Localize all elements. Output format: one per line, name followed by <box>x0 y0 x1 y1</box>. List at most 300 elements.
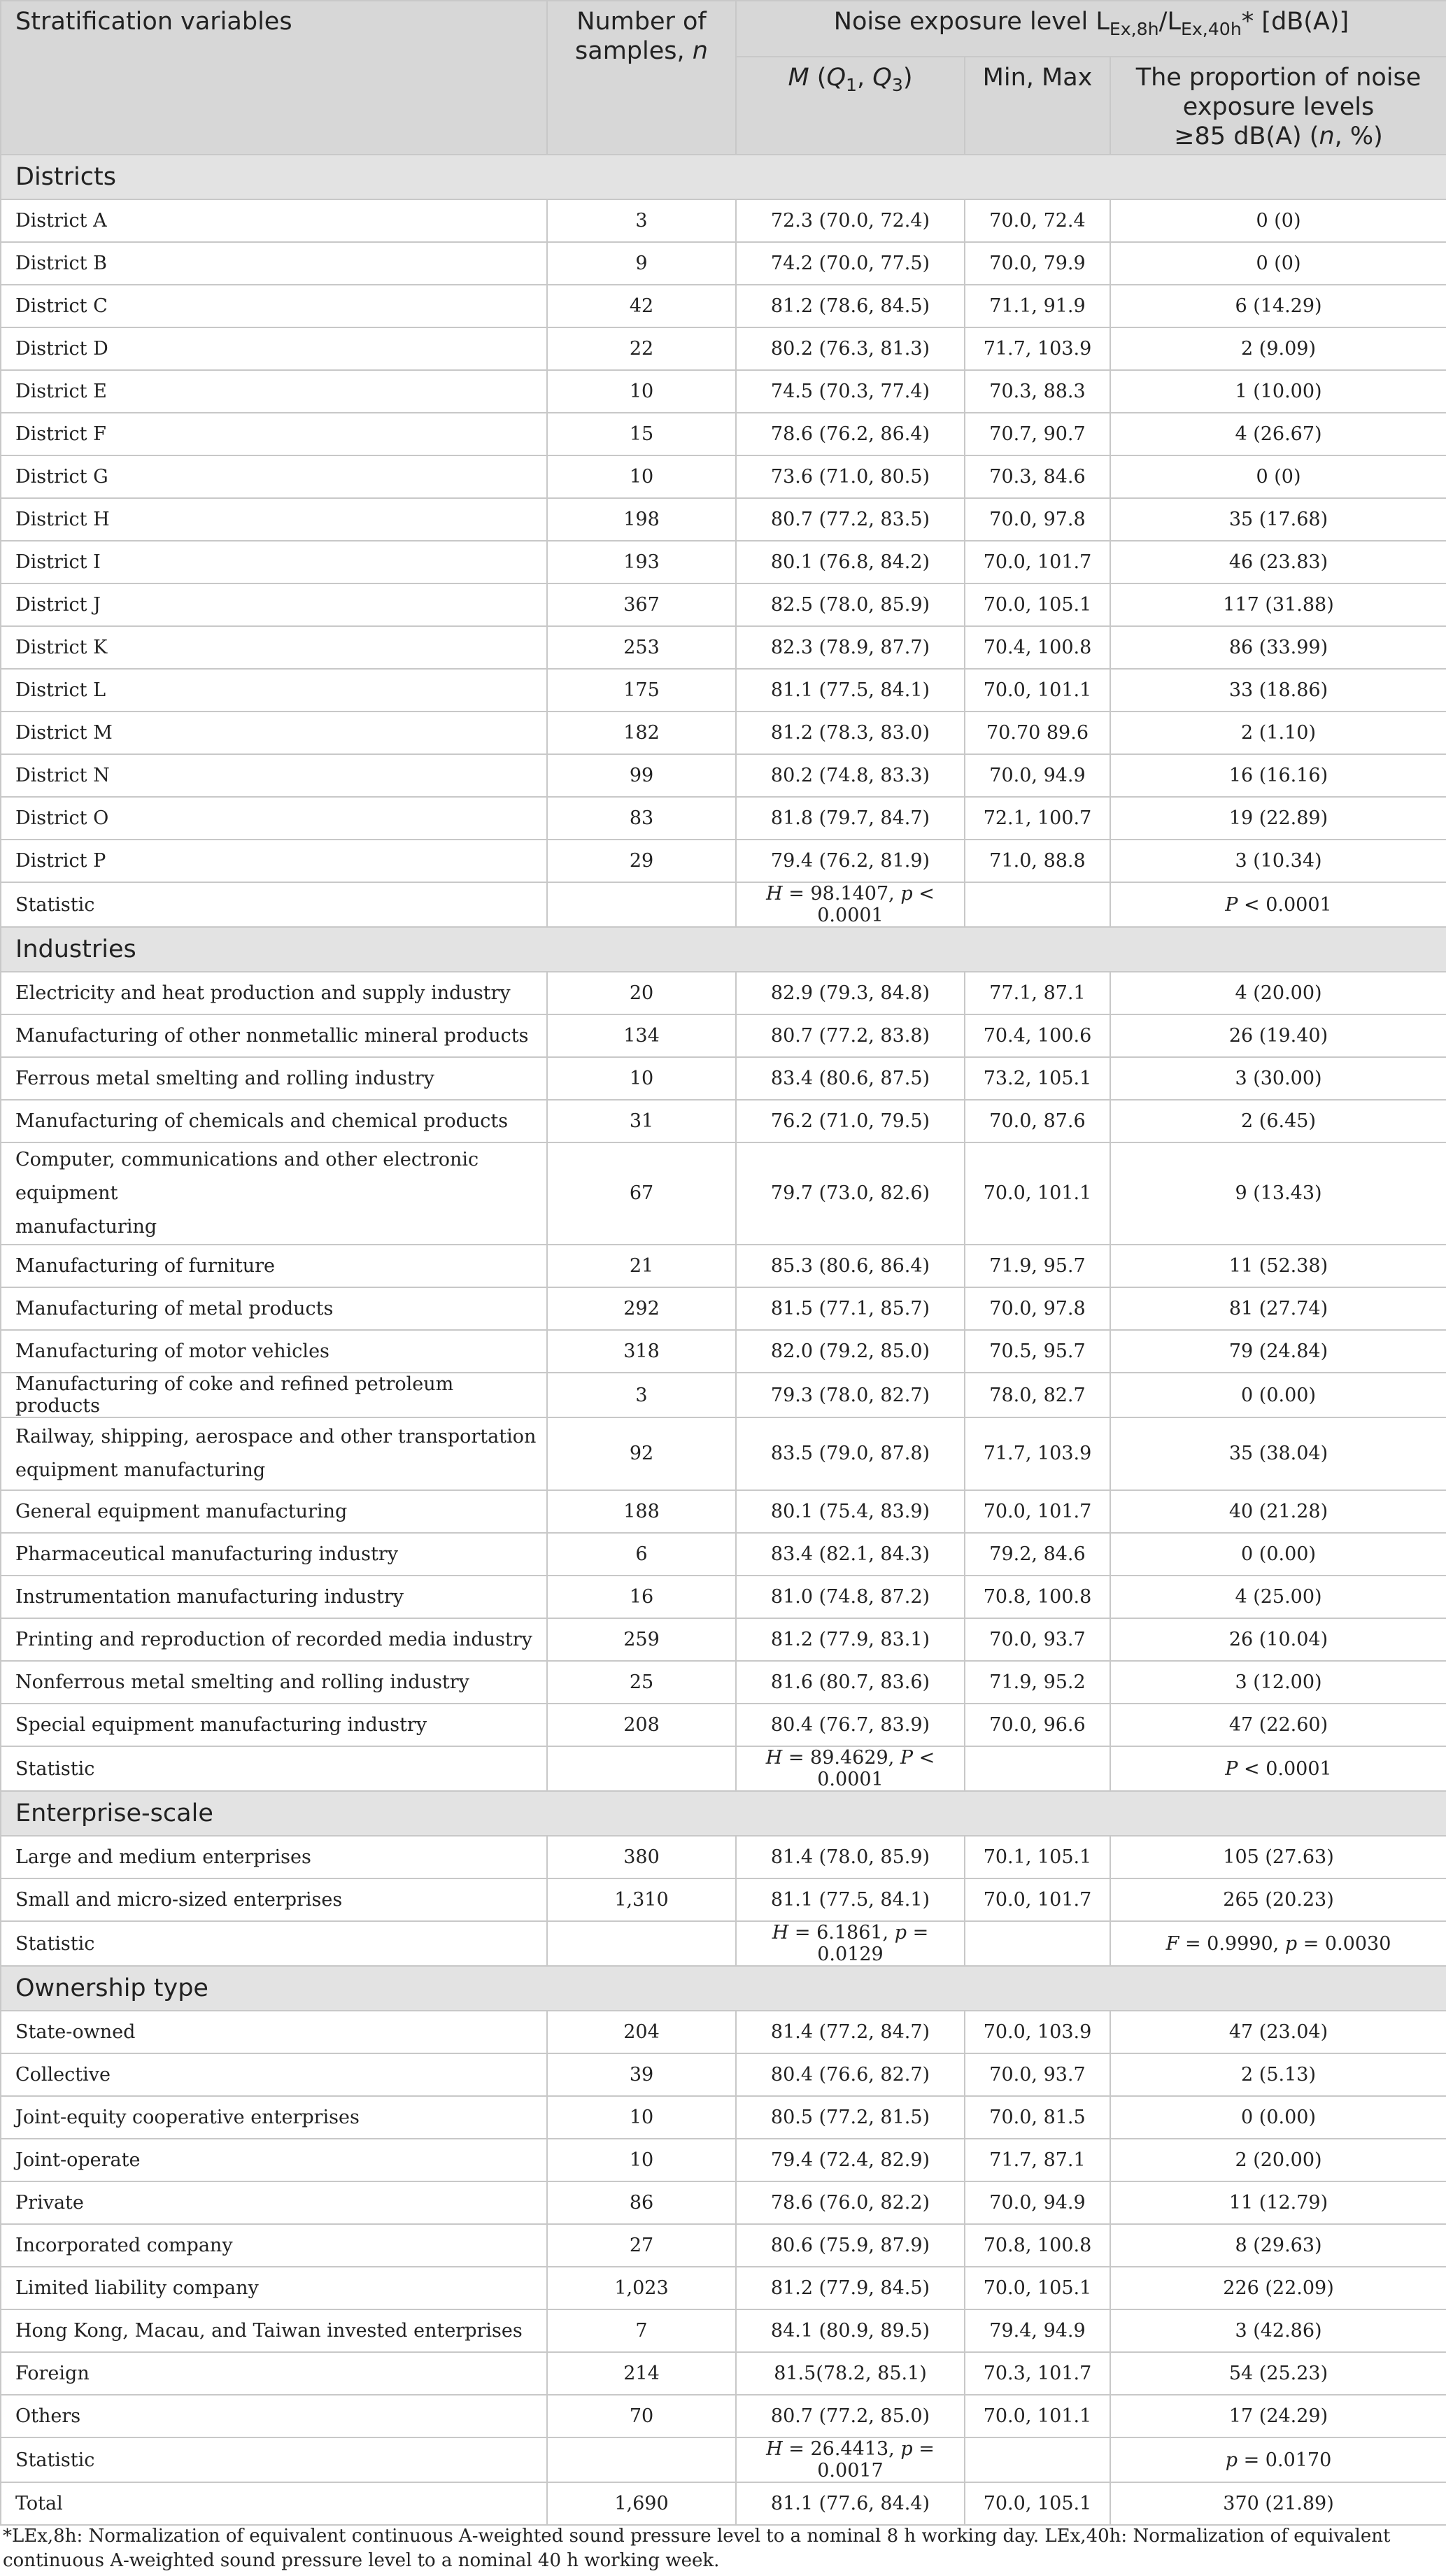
row-sample-count: 42 <box>547 285 736 327</box>
row-min-max: 70.0, 101.1 <box>965 669 1110 712</box>
statistic-label: Statistic <box>1 2437 547 2482</box>
row-label: District B <box>1 242 547 285</box>
row-proportion: 0 (0) <box>1110 455 1446 498</box>
row-median: 82.5 (78.0, 85.9) <box>736 583 965 626</box>
row-proportion: 0 (0.00) <box>1110 1373 1446 1417</box>
table-row <box>1 413 1446 455</box>
header-number-of-samples: Number of samples, n <box>547 1 736 155</box>
section-header <box>1 1966 1446 2011</box>
table-row <box>1 1618 1446 1661</box>
row-label: Manufacturing of motor vehicles <box>1 1330 547 1373</box>
row-label: State-owned <box>1 2011 547 2053</box>
row-median: 82.3 (78.9, 87.7) <box>736 626 965 669</box>
row-min-max: 71.7, 87.1 <box>965 2139 1110 2181</box>
row-median: 73.6 (71.0, 80.5) <box>736 455 965 498</box>
row-min-max: 71.9, 95.2 <box>965 1661 1110 1704</box>
row-proportion: 26 (19.40) <box>1110 1014 1446 1057</box>
row-median: 81.5 (77.1, 85.7) <box>736 1287 965 1330</box>
statistic-empty <box>547 2437 736 2482</box>
row-proportion: 11 (12.79) <box>1110 2181 1446 2224</box>
row-label: Special equipment manufacturing industry <box>1 1704 547 1746</box>
row-median: 80.2 (76.3, 81.3) <box>736 327 965 370</box>
row-label: General equipment manufacturing <box>1 1490 547 1533</box>
row-proportion: 47 (22.60) <box>1110 1704 1446 1746</box>
row-median: 81.8 (79.7, 84.7) <box>736 797 965 840</box>
row-sample-count: 198 <box>547 498 736 541</box>
total-median: 81.1 (77.6, 84.4) <box>736 2482 965 2525</box>
row-min-max: 70.4, 100.8 <box>965 626 1110 669</box>
row-median: 80.4 (76.7, 83.9) <box>736 1704 965 1746</box>
table-row <box>1 1142 1446 1245</box>
row-label: District M <box>1 712 547 754</box>
row-median: 81.2 (77.9, 84.5) <box>736 2267 965 2309</box>
row-proportion: 265 (20.23) <box>1110 1878 1446 1921</box>
row-median: 84.1 (80.9, 89.5) <box>736 2309 965 2352</box>
statistic-proportion-test: F = 0.9990, p = 0.0030 <box>1110 1921 1446 1966</box>
statistic-empty <box>547 882 736 927</box>
row-min-max: 70.1, 105.1 <box>965 1836 1110 1878</box>
row-median: 80.2 (74.8, 83.3) <box>736 754 965 797</box>
header-median-quartiles: M ($Q_1$, $Q_3$) <box>736 57 965 155</box>
row-label: District J <box>1 583 547 626</box>
header-noise-exposure-level: Noise exposure level $L_{Ex,8h}/L_{Ex,40h}*$ [dB(A)] <box>736 1 1446 57</box>
row-proportion: 3 (12.00) <box>1110 1661 1446 1704</box>
statistic-row <box>1 882 1446 927</box>
row-min-max: 70.0, 87.6 <box>965 1100 1110 1142</box>
row-sample-count: 292 <box>547 1287 736 1330</box>
table-row <box>1 1057 1446 1100</box>
row-proportion: 26 (10.04) <box>1110 1618 1446 1661</box>
statistic-proportion-test: p = 0.0170 <box>1110 2437 1446 2482</box>
row-proportion: 3 (30.00) <box>1110 1057 1446 1100</box>
row-proportion: 54 (25.23) <box>1110 2352 1446 2395</box>
row-proportion: 47 (23.04) <box>1110 2011 1446 2053</box>
row-label: District K <box>1 626 547 669</box>
total-min-max: 70.0, 105.1 <box>965 2482 1110 2525</box>
row-label: Small and micro-sized enterprises <box>1 1878 547 1921</box>
statistic-median-test: H = 98.1407, p < 0.0001 <box>736 882 965 927</box>
row-median: 80.1 (76.8, 84.2) <box>736 541 965 583</box>
table-row <box>1 1014 1446 1057</box>
row-min-max: 70.3, 88.3 <box>965 370 1110 413</box>
total-sample-count: 1,690 <box>547 2482 736 2525</box>
table-row <box>1 1417 1446 1490</box>
row-label: District G <box>1 455 547 498</box>
table-row <box>1 972 1446 1014</box>
statistic-median-test: H = 6.1861, p = 0.0129 <box>736 1921 965 1966</box>
section-title: Districts <box>1 155 1446 199</box>
row-median: 81.2 (77.9, 83.1) <box>736 1618 965 1661</box>
row-sample-count: 204 <box>547 2011 736 2053</box>
row-min-max: 70.0, 93.7 <box>965 1618 1110 1661</box>
row-min-max: 70.0, 101.7 <box>965 1878 1110 1921</box>
row-median: 76.2 (71.0, 79.5) <box>736 1100 965 1142</box>
row-min-max: 70.0, 101.1 <box>965 2395 1110 2437</box>
row-sample-count: 3 <box>547 199 736 242</box>
table-row <box>1 1287 1446 1330</box>
row-label: Instrumentation manufacturing industry <box>1 1576 547 1618</box>
table-row <box>1 370 1446 413</box>
row-label: Railway, shipping, aerospace and other transportation equipment manufacturing <box>1 1417 547 1490</box>
statistic-row <box>1 1921 1446 1966</box>
row-proportion: 226 (22.09) <box>1110 2267 1446 2309</box>
row-min-max: 71.7, 103.9 <box>965 1417 1110 1490</box>
row-min-max: 70.0, 96.6 <box>965 1704 1110 1746</box>
row-proportion: 16 (16.16) <box>1110 754 1446 797</box>
row-sample-count: 7 <box>547 2309 736 2352</box>
row-median: 85.3 (80.6, 86.4) <box>736 1245 965 1287</box>
row-label: Pharmaceutical manufacturing industry <box>1 1533 547 1576</box>
row-min-max: 71.7, 103.9 <box>965 327 1110 370</box>
statistic-row <box>1 2437 1446 2482</box>
row-label: District C <box>1 285 547 327</box>
row-sample-count: 10 <box>547 2139 736 2181</box>
row-proportion: 2 (5.13) <box>1110 2053 1446 2096</box>
table-row <box>1 2224 1446 2267</box>
table-row <box>1 455 1446 498</box>
table-row <box>1 1100 1446 1142</box>
row-proportion: 35 (38.04) <box>1110 1417 1446 1490</box>
table-row <box>1 2096 1446 2139</box>
table-row <box>1 1878 1446 1921</box>
row-proportion: 19 (22.89) <box>1110 797 1446 840</box>
row-median: 81.5(78.2, 85.1) <box>736 2352 965 2395</box>
row-median: 80.4 (76.6, 82.7) <box>736 2053 965 2096</box>
row-label: District A <box>1 199 547 242</box>
row-label: Manufacturing of coke and refined petroleum products <box>1 1373 547 1417</box>
row-median: 81.2 (78.6, 84.5) <box>736 285 965 327</box>
table-row <box>1 498 1446 541</box>
table-row <box>1 2352 1446 2395</box>
row-sample-count: 21 <box>547 1245 736 1287</box>
statistic-label: Statistic <box>1 1921 547 1966</box>
row-label: Others <box>1 2395 547 2437</box>
row-median: 80.5 (77.2, 81.5) <box>736 2096 965 2139</box>
row-label: District I <box>1 541 547 583</box>
row-min-max: 70.0, 79.9 <box>965 242 1110 285</box>
section-header <box>1 155 1446 199</box>
row-median: 81.2 (78.3, 83.0) <box>736 712 965 754</box>
row-median: 80.7 (77.2, 85.0) <box>736 2395 965 2437</box>
row-label: District H <box>1 498 547 541</box>
row-sample-count: 67 <box>547 1142 736 1245</box>
row-sample-count: 15 <box>547 413 736 455</box>
row-min-max: 70.0, 93.7 <box>965 2053 1110 2096</box>
row-median: 83.4 (82.1, 84.3) <box>736 1533 965 1576</box>
row-label: District F <box>1 413 547 455</box>
row-min-max: 70.0, 81.5 <box>965 2096 1110 2139</box>
row-min-max: 70.70 89.6 <box>965 712 1110 754</box>
table-row <box>1 840 1446 882</box>
row-sample-count: 86 <box>547 2181 736 2224</box>
row-median: 79.4 (76.2, 81.9) <box>736 840 965 882</box>
row-min-max: 70.3, 101.7 <box>965 2352 1110 2395</box>
statistic-empty <box>965 1746 1110 1791</box>
table-row <box>1 327 1446 370</box>
row-median: 81.0 (74.8, 87.2) <box>736 1576 965 1618</box>
row-median: 78.6 (76.2, 86.4) <box>736 413 965 455</box>
row-sample-count: 9 <box>547 242 736 285</box>
row-min-max: 70.0, 103.9 <box>965 2011 1110 2053</box>
row-proportion: 2 (20.00) <box>1110 2139 1446 2181</box>
row-median: 80.1 (75.4, 83.9) <box>736 1490 965 1533</box>
row-min-max: 73.2, 105.1 <box>965 1057 1110 1100</box>
row-sample-count: 10 <box>547 2096 736 2139</box>
header-stratification-variables: Stratification variables <box>1 1 547 155</box>
row-median: 80.6 (75.9, 87.9) <box>736 2224 965 2267</box>
row-label: Joint-equity cooperative enterprises <box>1 2096 547 2139</box>
table-row <box>1 669 1446 712</box>
row-proportion: 17 (24.29) <box>1110 2395 1446 2437</box>
statistic-median-test: H = 26.4413, p = 0.0017 <box>736 2437 965 2482</box>
row-label: Collective <box>1 2053 547 2096</box>
row-min-max: 78.0, 82.7 <box>965 1373 1110 1417</box>
row-min-max: 77.1, 87.1 <box>965 972 1110 1014</box>
statistic-proportion-test: P < 0.0001 <box>1110 882 1446 927</box>
row-label: Incorporated company <box>1 2224 547 2267</box>
row-sample-count: 16 <box>547 1576 736 1618</box>
total-row <box>1 2482 1446 2525</box>
section-title: Enterprise-scale <box>1 1791 1446 1836</box>
row-min-max: 70.0, 72.4 <box>965 199 1110 242</box>
row-sample-count: 1,023 <box>547 2267 736 2309</box>
row-sample-count: 29 <box>547 840 736 882</box>
row-proportion: 9 (13.43) <box>1110 1142 1446 1245</box>
row-label: Computer, communications and other electronic equipment manufacturing <box>1 1142 547 1245</box>
row-label: Manufacturing of furniture <box>1 1245 547 1287</box>
row-sample-count: 1,310 <box>547 1878 736 1921</box>
row-sample-count: 27 <box>547 2224 736 2267</box>
row-min-max: 70.7, 90.7 <box>965 413 1110 455</box>
row-sample-count: 134 <box>547 1014 736 1057</box>
row-label: District D <box>1 327 547 370</box>
row-median: 78.6 (76.0, 82.2) <box>736 2181 965 2224</box>
table-row <box>1 242 1446 285</box>
row-min-max: 70.0, 105.1 <box>965 2267 1110 2309</box>
row-sample-count: 214 <box>547 2352 736 2395</box>
row-min-max: 70.0, 94.9 <box>965 754 1110 797</box>
row-min-max: 70.3, 84.6 <box>965 455 1110 498</box>
row-min-max: 70.5, 95.7 <box>965 1330 1110 1373</box>
row-proportion: 117 (31.88) <box>1110 583 1446 626</box>
table-row <box>1 1490 1446 1533</box>
table-row <box>1 1836 1446 1878</box>
row-median: 79.7 (73.0, 82.6) <box>736 1142 965 1245</box>
row-label: Hong Kong, Macau, and Taiwan invested enterprises <box>1 2309 547 2352</box>
row-sample-count: 193 <box>547 541 736 583</box>
row-sample-count: 83 <box>547 797 736 840</box>
row-proportion: 3 (42.86) <box>1110 2309 1446 2352</box>
row-label: Electricity and heat production and supply industry <box>1 972 547 1014</box>
statistic-median-test: H = 89.4629, P < 0.0001 <box>736 1746 965 1791</box>
row-label: District L <box>1 669 547 712</box>
row-proportion: 79 (24.84) <box>1110 1330 1446 1373</box>
row-label: Large and medium enterprises <box>1 1836 547 1878</box>
row-median: 81.4 (78.0, 85.9) <box>736 1836 965 1878</box>
row-median: 81.1 (77.5, 84.1) <box>736 669 965 712</box>
row-proportion: 2 (9.09) <box>1110 327 1446 370</box>
row-label: District O <box>1 797 547 840</box>
row-proportion: 33 (18.86) <box>1110 669 1446 712</box>
row-min-max: 70.0, 105.1 <box>965 583 1110 626</box>
row-min-max: 70.8, 100.8 <box>965 2224 1110 2267</box>
statistic-empty <box>547 1746 736 1791</box>
row-min-max: 70.0, 97.8 <box>965 1287 1110 1330</box>
row-sample-count: 92 <box>547 1417 736 1490</box>
row-sample-count: 70 <box>547 2395 736 2437</box>
row-label: Manufacturing of other nonmetallic mineral products <box>1 1014 547 1057</box>
header-proportion: The proportion of noise exposure levels ≥85 dB(A) (n, %) <box>1110 57 1446 155</box>
table-row <box>1 541 1446 583</box>
row-min-max: 70.0, 94.9 <box>965 2181 1110 2224</box>
row-median: 74.2 (70.0, 77.5) <box>736 242 965 285</box>
row-median: 79.4 (72.4, 82.9) <box>736 2139 965 2181</box>
row-proportion: 105 (27.63) <box>1110 1836 1446 1878</box>
statistic-label: Statistic <box>1 1746 547 1791</box>
row-median: 72.3 (70.0, 72.4) <box>736 199 965 242</box>
row-proportion: 0 (0.00) <box>1110 1533 1446 1576</box>
row-min-max: 70.0, 97.8 <box>965 498 1110 541</box>
row-min-max: 79.2, 84.6 <box>965 1533 1110 1576</box>
table-row <box>1 797 1446 840</box>
row-proportion: 3 (10.34) <box>1110 840 1446 882</box>
row-proportion: 81 (27.74) <box>1110 1287 1446 1330</box>
row-median: 80.7 (77.2, 83.5) <box>736 498 965 541</box>
table-body <box>1 155 1446 2525</box>
table-row <box>1 2139 1446 2181</box>
row-median: 82.0 (79.2, 85.0) <box>736 1330 965 1373</box>
row-sample-count: 3 <box>547 1373 736 1417</box>
section-title: Industries <box>1 927 1446 972</box>
row-sample-count: 10 <box>547 1057 736 1100</box>
row-proportion: 0 (0.00) <box>1110 2096 1446 2139</box>
row-min-max: 71.9, 95.7 <box>965 1245 1110 1287</box>
row-min-max: 70.0, 101.1 <box>965 1142 1110 1245</box>
row-label: Printing and reproduction of recorded media industry <box>1 1618 547 1661</box>
row-label: District P <box>1 840 547 882</box>
row-min-max: 70.0, 101.7 <box>965 1490 1110 1533</box>
row-proportion: 35 (17.68) <box>1110 498 1446 541</box>
row-sample-count: 175 <box>547 669 736 712</box>
table-row <box>1 1245 1446 1287</box>
row-proportion: 11 (52.38) <box>1110 1245 1446 1287</box>
table-row <box>1 2181 1446 2224</box>
table-row <box>1 1661 1446 1704</box>
row-sample-count: 182 <box>547 712 736 754</box>
row-median: 82.9 (79.3, 84.8) <box>736 972 965 1014</box>
row-median: 81.1 (77.5, 84.1) <box>736 1878 965 1921</box>
table-row <box>1 2053 1446 2096</box>
section-title: Ownership type <box>1 1966 1446 2011</box>
row-proportion: 2 (1.10) <box>1110 712 1446 754</box>
statistic-empty <box>965 2437 1110 2482</box>
statistic-empty <box>965 1921 1110 1966</box>
table-row <box>1 285 1446 327</box>
table-row <box>1 199 1446 242</box>
row-min-max: 70.4, 100.6 <box>965 1014 1110 1057</box>
row-sample-count: 22 <box>547 327 736 370</box>
row-median: 80.7 (77.2, 83.8) <box>736 1014 965 1057</box>
row-median: 81.4 (77.2, 84.7) <box>736 2011 965 2053</box>
row-sample-count: 99 <box>547 754 736 797</box>
statistic-empty <box>965 882 1110 927</box>
row-min-max: 70.8, 100.8 <box>965 1576 1110 1618</box>
row-sample-count: 6 <box>547 1533 736 1576</box>
row-median: 83.4 (80.6, 87.5) <box>736 1057 965 1100</box>
table-row <box>1 626 1446 669</box>
table-header <box>1 1 1446 155</box>
row-median: 79.3 (78.0, 82.7) <box>736 1373 965 1417</box>
row-label: Foreign <box>1 2352 547 2395</box>
statistic-row <box>1 1746 1446 1791</box>
row-sample-count: 10 <box>547 455 736 498</box>
table-row <box>1 1576 1446 1618</box>
total-label: Total <box>1 2482 547 2525</box>
row-label: Nonferrous metal smelting and rolling industry <box>1 1661 547 1704</box>
table-row <box>1 2395 1446 2437</box>
row-median: 81.6 (80.7, 83.6) <box>736 1661 965 1704</box>
row-sample-count: 188 <box>547 1490 736 1533</box>
section-header <box>1 927 1446 972</box>
row-min-max: 70.0, 101.7 <box>965 541 1110 583</box>
row-proportion: 46 (23.83) <box>1110 541 1446 583</box>
table-row <box>1 2267 1446 2309</box>
row-sample-count: 253 <box>547 626 736 669</box>
row-label: Limited liability company <box>1 2267 547 2309</box>
row-min-max: 72.1, 100.7 <box>965 797 1110 840</box>
row-proportion: 8 (29.63) <box>1110 2224 1446 2267</box>
row-proportion: 4 (25.00) <box>1110 1576 1446 1618</box>
row-min-max: 71.1, 91.9 <box>965 285 1110 327</box>
row-proportion: 2 (6.45) <box>1110 1100 1446 1142</box>
row-proportion: 0 (0) <box>1110 199 1446 242</box>
row-sample-count: 367 <box>547 583 736 626</box>
row-proportion: 86 (33.99) <box>1110 626 1446 669</box>
total-proportion: 370 (21.89) <box>1110 2482 1446 2525</box>
row-sample-count: 39 <box>547 2053 736 2096</box>
statistic-empty <box>547 1921 736 1966</box>
row-min-max: 79.4, 94.9 <box>965 2309 1110 2352</box>
footnote: *LEx,8h: Normalization of equivalent continuous A-weighted sound pressure level to a nominal 8 h working day. LEx,40h: Normalization of equivalent continuous A-weighted sound pressure level to a nominal 40 h working week. <box>3 2526 1391 2571</box>
statistic-label: Statistic <box>1 882 547 927</box>
table-row <box>1 754 1446 797</box>
table-row <box>1 583 1446 626</box>
statistic-proportion-test: P < 0.0001 <box>1110 1746 1446 1791</box>
row-label: District E <box>1 370 547 413</box>
row-label: Manufacturing of chemicals and chemical products <box>1 1100 547 1142</box>
row-sample-count: 318 <box>547 1330 736 1373</box>
row-proportion: 4 (20.00) <box>1110 972 1446 1014</box>
row-sample-count: 259 <box>547 1618 736 1661</box>
table-row <box>1 2011 1446 2053</box>
row-sample-count: 380 <box>547 1836 736 1878</box>
table-row <box>1 1533 1446 1576</box>
row-min-max: 71.0, 88.8 <box>965 840 1110 882</box>
row-proportion: 0 (0) <box>1110 242 1446 285</box>
table-row <box>1 2309 1446 2352</box>
table-row <box>1 1373 1446 1417</box>
row-label: Private <box>1 2181 547 2224</box>
row-proportion: 40 (21.28) <box>1110 1490 1446 1533</box>
row-sample-count: 20 <box>547 972 736 1014</box>
header-min-max: Min, Max <box>965 57 1110 155</box>
row-proportion: 1 (10.00) <box>1110 370 1446 413</box>
row-sample-count: 10 <box>547 370 736 413</box>
row-proportion: 6 (14.29) <box>1110 285 1446 327</box>
table-row <box>1 1704 1446 1746</box>
table-row <box>1 712 1446 754</box>
section-header <box>1 1791 1446 1836</box>
